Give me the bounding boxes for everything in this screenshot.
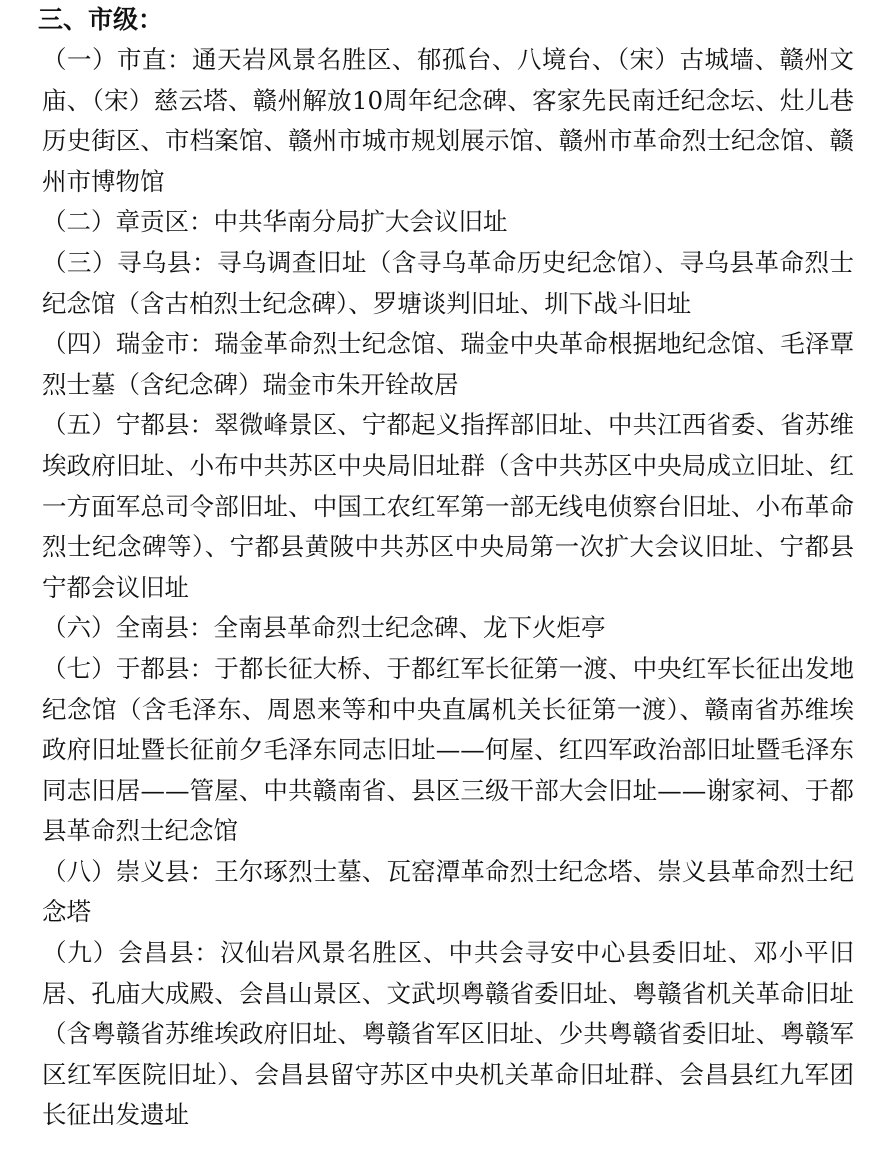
section-quannan — [42, 608, 854, 649]
section-label: （二）章贡区： — [42, 207, 214, 237]
section-shizhi — [42, 40, 854, 202]
section-label: （七）于都县： — [42, 653, 215, 683]
section-content: 汉仙岩风景名胜区、中共会寻安中心县委旧址、邓小平旧居、孔庙大成殿、会昌山景区、文武坝粤赣省委旧址、粤赣省机关革命旧址（含粤赣省苏维埃政府旧址、粤赣省军区旧址、少共粤赣省委旧址、粤赣军区红军医院旧址）、会昌县留守苏区中央机关革命旧址群、会昌县红九军团长征出发遗址 — [42, 938, 855, 1130]
section-label: （六）全南县： — [42, 613, 214, 643]
section-content: 通天岩风景名胜区、郁孤台、八境台、（宋）古城墙、赣州文庙、（宋）慈云塔、赣州解放10周年纪念碑、客家先民南迁纪念坛、灶儿巷历史街区、市档案馆、赣州市城市规划展示馆、赣州市革命烈士纪念馆、赣州市博物馆 — [42, 45, 854, 196]
section-label: （五）宁都县： — [42, 410, 215, 440]
section-content: 王尔琢烈士墓、瓦窑潭革命烈士纪念塔、崇义县革命烈士纪念塔 — [42, 856, 854, 927]
section-chongyi — [42, 852, 854, 933]
section-content: 寻乌调查旧址（含寻乌革命历史纪念馆）、寻乌县革命烈士纪念馆（含古柏烈士纪念碑）、罗塘谈判旧址、圳下战斗旧址 — [42, 247, 855, 318]
section-huichang — [42, 933, 854, 1136]
section-ningdu — [42, 405, 854, 608]
document-page — [38, 0, 855, 1136]
section-xunwu — [42, 243, 854, 324]
section-label: （九）会昌县： — [42, 938, 220, 968]
section-content: 中共华南分局扩大会议旧址 — [213, 207, 508, 237]
section-label: （三）寻乌县： — [42, 247, 217, 277]
section-label: （八）崇义县： — [42, 856, 215, 886]
section-content: 全南县革命烈士纪念碑、龙下火炬亭 — [213, 613, 606, 643]
section-yudu — [42, 649, 854, 852]
section-zhanggong — [42, 202, 854, 243]
section-content: 翠微峰景区、宁都起义指挥部旧址、中共江西省委、省苏维埃政府旧址、小布中共苏区中央局旧址群（含中共苏区中央局成立旧址、红一方面军总司令部旧址、中国工农红军第一部无线电侦察台旧址、小布革命烈士纪念碑等）、宁都县黄陂中共苏区中央局第一次扩大会议旧址、宁都县宁都会议旧址 — [42, 410, 854, 602]
section-content: 于都长征大桥、于都红军长征第一渡、中央红军长征出发地纪念馆（含毛泽东、周恩来等和中央直属机关长征第一渡）、赣南省苏维埃政府旧址暨长征前夕毛泽东同志旧址——何屋、红四军政治部旧址暨毛泽东同志旧居——管屋、中共赣南省、县区三级干部大会旧址——谢家祠、于都县革命烈士纪念馆 — [42, 653, 854, 846]
section-label: （一）市直： — [42, 45, 192, 74]
section-content: 瑞金革命烈士纪念馆、瑞金中央革命根据地纪念馆、毛泽覃烈士墓（含纪念碑）瑞金市朱开铨故居 — [42, 329, 854, 399]
section-heading-city-level: 三、市级： — [38, 5, 164, 34]
section-label: （四）瑞金市： — [42, 329, 215, 359]
section-ruijin — [42, 324, 854, 405]
